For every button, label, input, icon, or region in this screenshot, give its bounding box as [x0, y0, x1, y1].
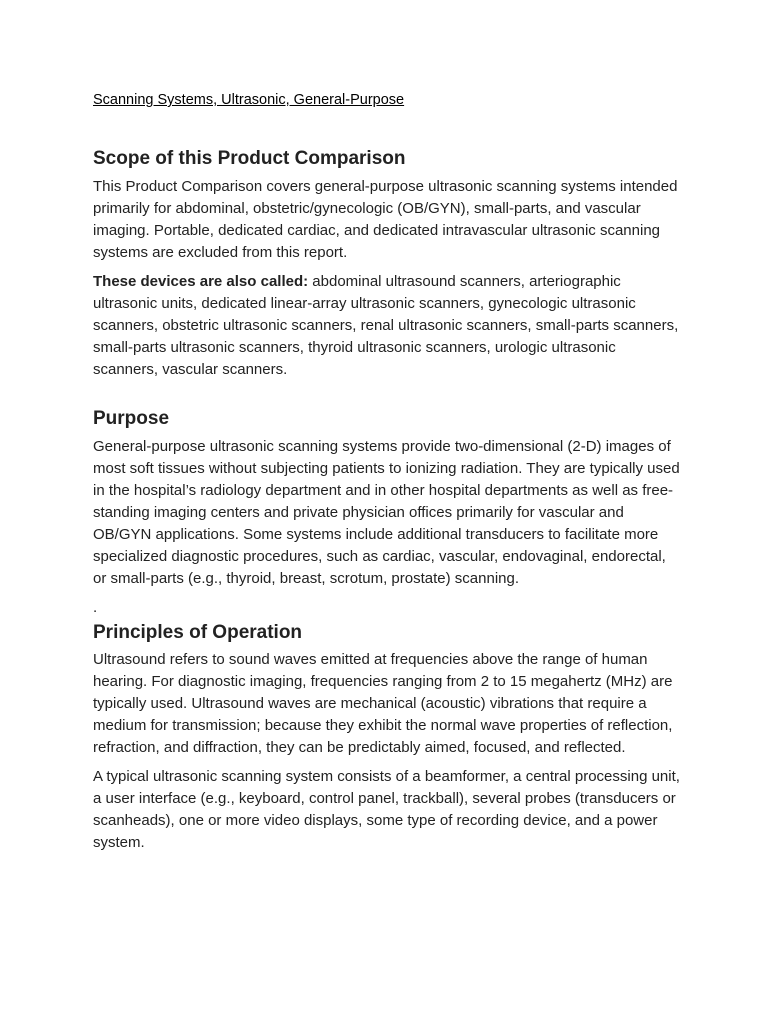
- category-link[interactable]: Scanning Systems, Ultrasonic, General-Purpose: [93, 92, 405, 108]
- purpose-paragraph: General-purpose ultrasonic scanning systems provide two-dimensional (2-D) images of most soft tissues without subjecting patients to ionizing radiation. They are typically used in the hospital’s radiology department and in other hospital departments as well as free-standing imaging centers and private physician offices primarily for vascular and OB/GYN applications. Some systems include additional transducers to facilitate more specialized diagnostic procedures, such as cardiac, vascular, endovaginal, endorectal, or small-parts (e.g., thyroid, breast, scrotum, prostate) scanning.: [93, 438, 680, 587]
- also-called-label: These devices are also called:: [93, 273, 309, 290]
- principles-paragraph-2: A typical ultrasonic scanning system consists of a beamformer, a central processing unit, a user interface (e.g., keyboard, control panel, trackball), several probes (transducers or scanheads), one or more video displays, some type of recording device, and a power system.: [93, 768, 680, 851]
- principles-heading: Principles of Operation: [93, 622, 303, 643]
- trailing-dot: .: [93, 599, 98, 616]
- also-called-text: abdominal ultrasound scanners, arteriographic ultrasonic units, dedicated linear-array ultrasonic scanners, gynecologic ultrasonic scanners, obstetric ultrasonic scanners, renal ultrasonic scanners, small-parts scanners, small-parts ultrasonic scanners, thyroid ultrasonic scanners, urologic ultrasonic scanners, vascular scanners.: [93, 273, 679, 378]
- scope-paragraph: This Product Comparison covers general-purpose ultrasonic scanning systems intended primarily for abdominal, obstetric/gynecologic (OB/GYN), small-parts, and vascular imaging. Portable, dedicated cardiac, and dedicated intravascular ultrasonic scanning systems are excluded from this report.: [93, 178, 678, 261]
- scope-heading: Scope of this Product Comparison: [93, 148, 406, 169]
- also-called-paragraph: [93, 271, 683, 381]
- purpose-heading: Purpose: [93, 408, 170, 429]
- principles-paragraph-1: Ultrasound refers to sound waves emitted at frequencies above the range of human hearing. For diagnostic imaging, frequencies ranging from 2 to 15 megahertz (MHz) are typically used. Ultrasound waves are mechanical (acoustic) vibrations that require a medium for transmission; because they exhibit the normal wave properties of reflection, refraction, and diffraction, they can be predictably aimed, focused, and reflected.: [93, 651, 673, 756]
